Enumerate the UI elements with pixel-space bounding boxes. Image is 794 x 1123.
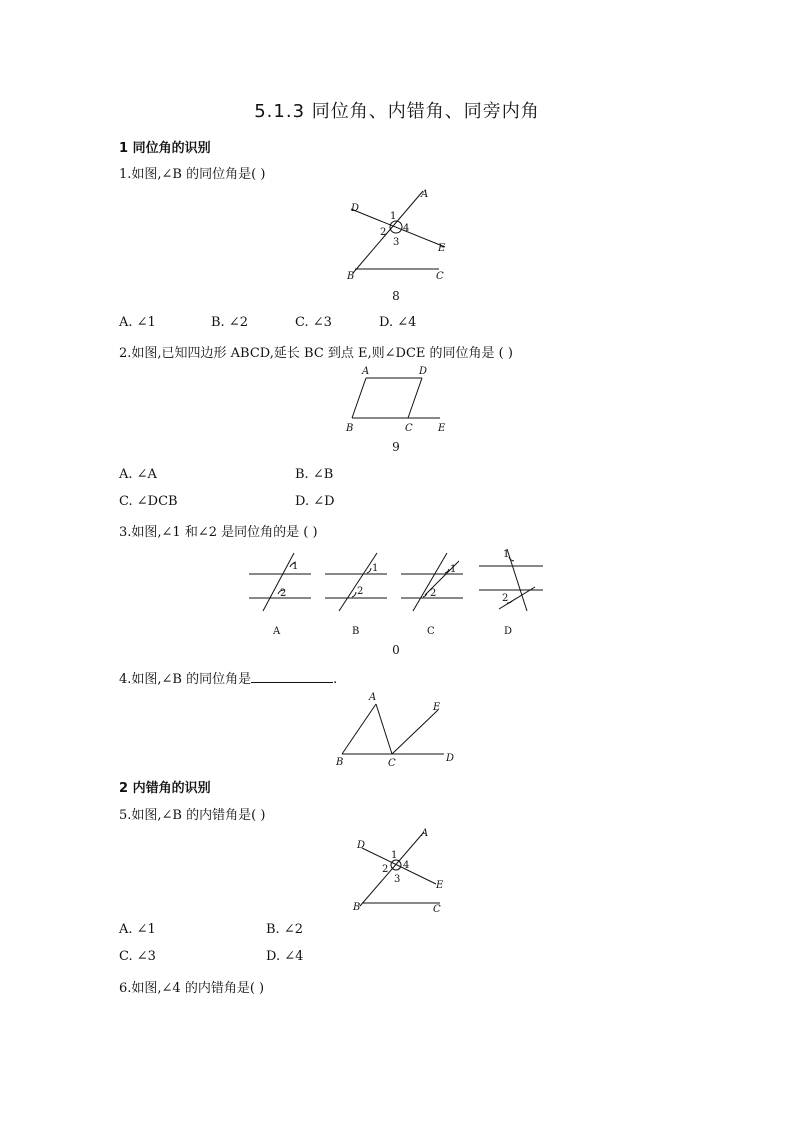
question-4 xyxy=(119,668,337,687)
q4-text: 4.如图,∠B 的同位角是 xyxy=(119,672,252,687)
q3b-angle-1: 1 xyxy=(372,563,379,574)
q3-figure-d xyxy=(479,549,543,611)
fig5-angle-3: 3 xyxy=(394,874,401,885)
q4-answer-blank[interactable] xyxy=(251,670,333,683)
q1-option-b: B. ∠2 xyxy=(211,315,248,330)
q2-option-d: D. ∠D xyxy=(295,494,335,509)
question-3: 3.如图,∠1 和∠2 是同位角的是 ( ) xyxy=(119,525,318,540)
q1-option-d: D. ∠4 xyxy=(379,315,417,330)
figure-q1 xyxy=(345,185,455,285)
fig1-label-C: C xyxy=(436,271,444,282)
fig5-angle-4: 4 xyxy=(403,860,410,871)
fig2-label-B: B xyxy=(346,423,354,434)
fig1-angle-2: 2 xyxy=(380,227,387,238)
question-5: 5.如图,∠B 的内错角是( ) xyxy=(119,808,266,823)
fig5-label-D: D xyxy=(357,840,366,851)
q3-figure-a xyxy=(249,553,311,611)
q1-option-a: A. ∠1 xyxy=(119,315,156,330)
q5-option-d: D. ∠4 xyxy=(266,949,304,964)
q4-text-end: . xyxy=(333,672,338,687)
q3d-angle-1: 1 xyxy=(503,549,510,560)
fig4-label-A: A xyxy=(369,692,377,703)
fig4-label-D: D xyxy=(446,753,455,764)
q3-label-c: C xyxy=(427,626,435,637)
figure-caption-q3: 0 xyxy=(392,643,400,657)
fig1-label-B: B xyxy=(347,271,355,282)
fig2-label-E: E xyxy=(438,423,446,434)
fig5-angle-1: 1 xyxy=(391,850,398,861)
q3-label-b: B xyxy=(352,626,360,637)
figure-caption-q1: 8 xyxy=(392,289,400,303)
figure-q4 xyxy=(334,690,464,770)
q2-option-a: A. ∠A xyxy=(119,467,157,482)
figure-q3 xyxy=(245,545,555,640)
fig5-label-A: A xyxy=(421,828,429,839)
q3-label-d: D xyxy=(504,626,513,637)
figure-q2 xyxy=(340,362,455,437)
question-2: 2.如图,已知四边形 ABCD,延长 BC 到点 E,则∠DCE 的同位角是 ( ) xyxy=(119,346,513,361)
fig2-label-D: D xyxy=(419,366,428,377)
section-heading-2: 2 内错角的识别 xyxy=(119,781,211,796)
figure-caption-q2: 9 xyxy=(392,440,400,454)
q3-figure-c xyxy=(401,553,463,611)
q3d-angle-2: 2 xyxy=(502,593,509,604)
q5-option-b: B. ∠2 xyxy=(266,922,303,937)
fig5-angle-2: 2 xyxy=(382,864,389,875)
fig1-angle-1: 1 xyxy=(390,211,397,222)
fig5-label-B: B xyxy=(353,902,361,913)
page-title: 5.1.3 同位角、内错角、同旁内角 xyxy=(254,101,540,122)
fig4-label-B: B xyxy=(336,757,344,768)
fig1-label-E: E xyxy=(438,243,446,254)
q3a-angle-1: 1 xyxy=(292,561,299,572)
fig1-angle-4: 4 xyxy=(403,223,410,234)
q3-figure-b xyxy=(325,553,387,611)
fig4-label-E: E xyxy=(433,702,441,713)
fig1-label-D: D xyxy=(351,203,360,214)
question-1: 1.如图,∠B 的同位角是( ) xyxy=(119,167,266,182)
section-heading-1: 1 同位角的识别 xyxy=(119,141,211,156)
fig5-label-C: C xyxy=(433,904,441,915)
q3a-angle-2: 2 xyxy=(280,588,287,599)
fig4-label-C: C xyxy=(388,758,396,769)
figure-q5 xyxy=(352,826,452,916)
fig1-angle-3: 3 xyxy=(393,237,400,248)
q1-option-c: C. ∠3 xyxy=(295,315,332,330)
fig1-label-A: A xyxy=(421,189,429,200)
q2-option-b: B. ∠B xyxy=(295,467,334,482)
q5-option-c: C. ∠3 xyxy=(119,949,156,964)
q3c-angle-2: 2 xyxy=(430,588,437,599)
q5-option-a: A. ∠1 xyxy=(119,922,156,937)
q3b-angle-2: 2 xyxy=(357,586,364,597)
fig5-label-E: E xyxy=(436,880,444,891)
question-6: 6.如图,∠4 的内错角是( ) xyxy=(119,981,265,996)
q3c-angle-1: 1 xyxy=(450,564,457,575)
fig2-label-C: C xyxy=(405,423,413,434)
q2-option-c: C. ∠DCB xyxy=(119,494,178,509)
fig2-label-A: A xyxy=(362,366,370,377)
q3-label-a: A xyxy=(273,626,281,637)
